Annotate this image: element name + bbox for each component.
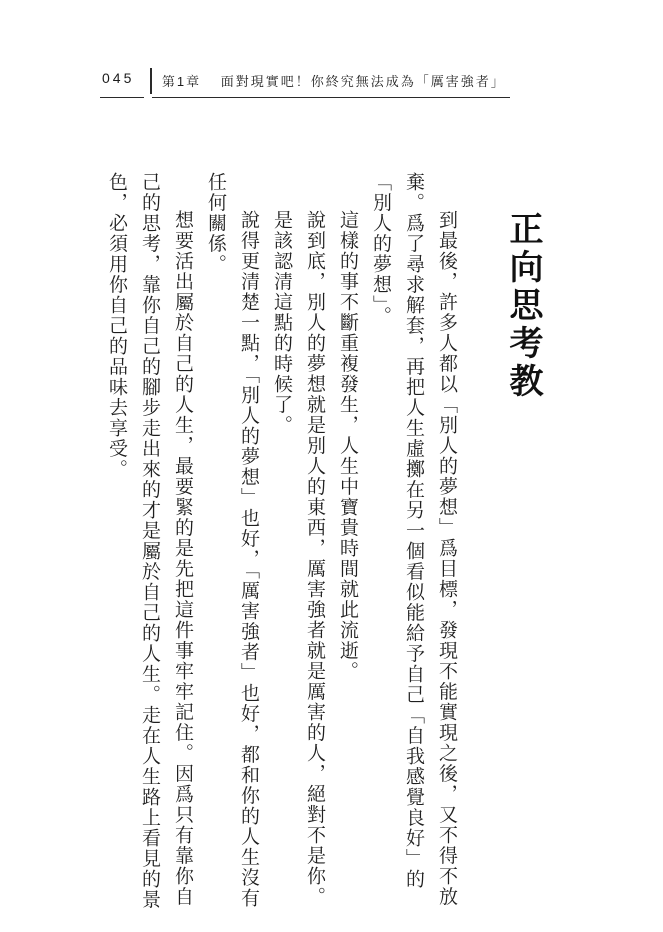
chapter-title: 面對現實吧！你終究無法成為「厲害強者」 xyxy=(220,74,506,89)
paragraph: 到最後，許多人都以「別人的夢想」爲目標，發現不能實現之後，又不得不放棄。爲了尋求解套，再把人生虛擲在另一個看似能給予自己「自我感覺良好」的「別人的夢想」。 xyxy=(370,172,457,907)
page-number: 045 xyxy=(100,68,144,98)
running-head xyxy=(100,68,510,98)
paragraph: 這樣的事不斷重複發生，人生中寶貴時間就此流逝。 xyxy=(337,210,358,682)
paragraph: 說到底，別人的夢想就是別人的東西，厲害強者就是厲害的人，絕對不是你。 xyxy=(304,210,325,907)
paragraph: 想要活出屬於自己的人生，最要緊的是先把這件事牢牢記住。因爲只有靠你自己的思考，靠你自己的腳步走出來的才是屬於自己的人生。走在人生路上看見的景色，必須用你自己的品味去享受。 xyxy=(106,172,193,910)
paragraph: 說得更清楚一點，「別人的夢想」也好，「厲害強者」也好，都和你的人生沒有任何關係。 xyxy=(205,172,259,909)
chapter-label: 第1章 xyxy=(161,74,202,89)
body-text xyxy=(95,172,463,912)
chapter-heading xyxy=(152,68,510,98)
paragraph: 是該認清這點的時候了。 xyxy=(271,210,292,436)
section-title: 正向思考教 xyxy=(504,211,542,401)
